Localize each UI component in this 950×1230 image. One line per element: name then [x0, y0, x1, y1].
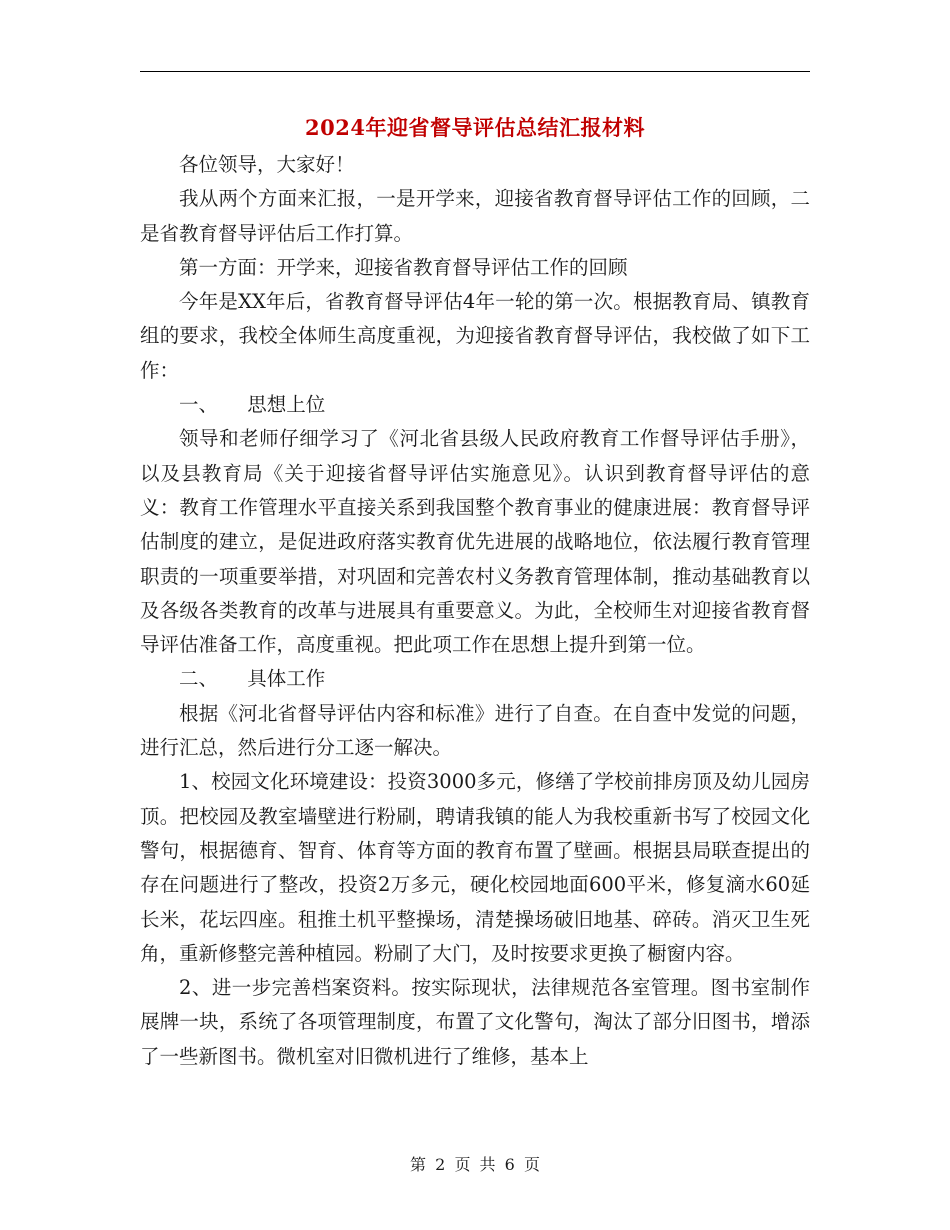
header-rule	[140, 71, 810, 72]
background-paragraph: 今年是XX年后，省教育督导评估4年一轮的第一次。根据教育局、镇教育组的要求，我校全体师生高度重视，为迎接省教育督导评估，我校做了如下工作：	[140, 290, 810, 382]
footer-current-page: 2	[435, 1155, 446, 1174]
footer-prefix: 第	[410, 1155, 427, 1174]
footer-total-pages: 6	[504, 1155, 515, 1174]
greeting-paragraph: 各位领导，大家好！	[179, 153, 355, 176]
campus-culture-paragraph: 1、校园文化环境建设：投资3000多元，修缮了学校前排房顶及幼儿园房顶。把校园及教室墙壁进行粉刷，聘请我镇的能人为我校重新书写了校园文化警句，根据德育、智育、体育等方面的教育布置了壁画。根据县局联查提出的存在问题进行了整改，投资2万多元，硬化校园地面600平米，修复滴水60延长米，花坛四座。租推土机平整操场，清楚操场破旧地基、碎砖。消灭卫生死角，重新修整完善种植园。粉刷了大门，及时按要求更换了橱窗内容。	[140, 770, 810, 965]
section-one-heading: 第一方面：开学来，迎接省教育督导评估工作的回顾	[179, 255, 628, 279]
document-title: 2024年迎省督导评估总结汇报材料	[305, 115, 645, 140]
subsection-one-heading: 一、 思想上位	[179, 393, 326, 417]
self-check-paragraph: 根据《河北省督导评估内容和标准》进行了自查。在自查中发觉的问题，进行汇总，然后进行分工逐一解决。	[140, 701, 810, 760]
footer-page-word: 页	[454, 1155, 471, 1174]
footer-total-prefix: 共	[479, 1155, 496, 1174]
subsection-two-heading: 二、 具体工作	[179, 667, 326, 691]
page-footer	[0, 1155, 950, 1175]
document-body	[140, 148, 810, 1074]
intro-paragraph: 我从两个方面来汇报，一是开学来，迎接省教育督导评估工作的回顾，二是省教育督导评估后工作打算。	[140, 187, 810, 245]
thinking-paragraph: 领导和老师仔细学习了《河北省县级人民政府教育工作督导评估手册》，以及县教育局《关于迎接省督导评估实施意见》。认识到教育督导评估的意义：教育工作管理水平直接关系到我国整个教育事业的健康进展：教育督导评估制度的建立，是促进政府落实教育优先进展的战略地位，依法履行教育管理职责的一项重要举措，对巩固和完善农村义务教育管理体制，推动基础教育以及各级各类教育的改革与进展具有重要意义。为此，全校师生对迎接省教育督导评估准备工作，高度重视。把此项工作在思想上提升到第一位。	[140, 427, 810, 657]
footer-suffix: 页	[523, 1155, 540, 1174]
archives-paragraph: 2、进一步完善档案资料。按实际现状，法律规范各室管理。图书室制作展牌一块，系统了各项管理制度，布置了文化警句，淘汰了部分旧图书，增添了一些新图书。微机室对旧微机进行了维修，基本上	[140, 976, 810, 1068]
